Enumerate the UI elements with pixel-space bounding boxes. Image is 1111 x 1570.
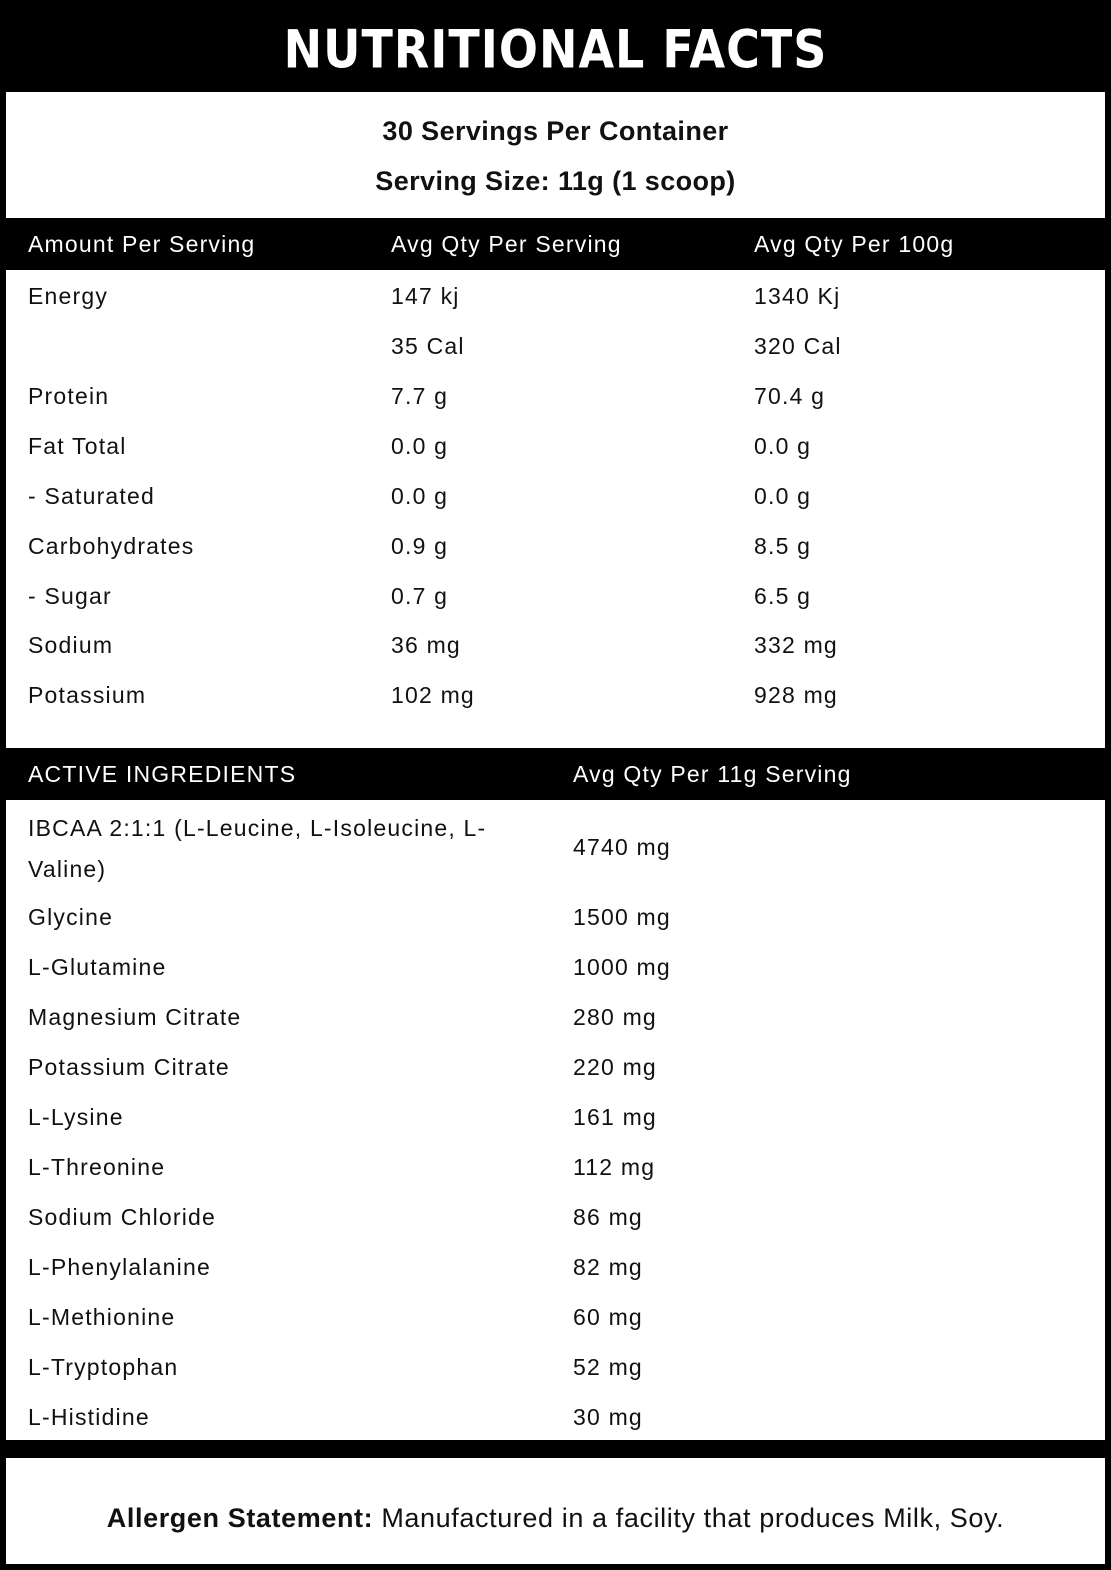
allergen-statement bbox=[6, 1503, 1105, 1534]
ingredient-name: IBCAA 2:1:1 (L-Leucine, L-Isoleucine, L-Valine) bbox=[28, 815, 487, 882]
nutrient-name: Fat Total bbox=[28, 433, 127, 459]
nutrient-per-serving: 0.0 g bbox=[391, 433, 449, 459]
nutrient-per-100g: 0.0 g bbox=[754, 433, 812, 459]
nutrient-per-100g: 70.4 g bbox=[754, 383, 826, 409]
nutrient-name: Protein bbox=[28, 383, 110, 409]
ingredient-qty: 30 mg bbox=[573, 1404, 643, 1430]
page-title: NUTRITIONAL FACTS bbox=[283, 17, 828, 81]
nutrient-per-serving: 0.7 g bbox=[391, 583, 449, 609]
ingredient-name: L-Threonine bbox=[28, 1154, 166, 1180]
nutrient-per-100g: 8.5 g bbox=[754, 533, 812, 559]
allergen-text: Manufactured in a facility that produces Milk, Soy. bbox=[373, 1503, 1005, 1533]
servings-per-container: 30 Servings Per Container bbox=[382, 116, 729, 146]
serving-size: Serving Size: 11g (1 scoop) bbox=[375, 166, 736, 196]
ingredient-qty: 1500 mg bbox=[573, 904, 671, 930]
nutrient-per-serving: 36 mg bbox=[391, 632, 461, 658]
ingredient-qty: 1000 mg bbox=[573, 954, 671, 980]
ingredient-name: L-Histidine bbox=[28, 1404, 150, 1430]
nutrient-per-100g: 320 Cal bbox=[754, 333, 842, 359]
nutrient-name: Potassium bbox=[28, 682, 147, 708]
ingredient-qty: 82 mg bbox=[573, 1254, 643, 1280]
header-avg-qty-per-serving: Avg Qty Per Serving bbox=[391, 231, 622, 257]
title-bar bbox=[6, 6, 1105, 92]
header-amount-per-serving: Amount Per Serving bbox=[28, 231, 256, 257]
ingredient-qty: 4740 mg bbox=[573, 834, 671, 860]
ingredient-name: L-Lysine bbox=[28, 1104, 124, 1130]
nutrient-per-100g: 1340 Kj bbox=[754, 283, 841, 309]
nutrient-per-serving: 147 kj bbox=[391, 283, 460, 309]
nutrition-table-header bbox=[6, 218, 1105, 270]
nutrient-name: Sodium bbox=[28, 632, 114, 658]
ingredient-name: L-Phenylalanine bbox=[28, 1254, 211, 1280]
ingredient-name: Potassium Citrate bbox=[28, 1054, 230, 1080]
nutrient-name: Energy bbox=[28, 283, 109, 309]
ingredient-qty: 280 mg bbox=[573, 1004, 657, 1030]
nutrient-per-100g: 0.0 g bbox=[754, 483, 812, 509]
nutrient-per-100g: 928 mg bbox=[754, 682, 838, 708]
nutrient-per-serving: 102 mg bbox=[391, 682, 475, 708]
header-active-ingredients: ACTIVE INGREDIENTS bbox=[28, 761, 297, 787]
ingredient-name: L-Methionine bbox=[28, 1304, 176, 1330]
ingredient-qty: 86 mg bbox=[573, 1204, 643, 1230]
header-avg-qty-per-11g: Avg Qty Per 11g Serving bbox=[573, 761, 852, 787]
nutrient-per-serving: 7.7 g bbox=[391, 383, 449, 409]
ingredient-qty: 112 mg bbox=[573, 1154, 656, 1180]
allergen-label: Allergen Statement: bbox=[106, 1503, 374, 1533]
ingredient-name: Magnesium Citrate bbox=[28, 1004, 242, 1030]
divider-bar bbox=[6, 1440, 1105, 1458]
ingredient-qty: 161 mg bbox=[573, 1104, 657, 1130]
ingredient-name: Sodium Chloride bbox=[28, 1204, 217, 1230]
nutrient-per-100g: 332 mg bbox=[754, 632, 838, 658]
ingredient-name: L-Glutamine bbox=[28, 954, 167, 980]
ingredient-qty: 60 mg bbox=[573, 1304, 643, 1330]
ingredient-name: Glycine bbox=[28, 904, 114, 930]
nutrient-per-serving: 35 Cal bbox=[391, 333, 465, 359]
nutrient-name: - Saturated bbox=[28, 483, 155, 509]
ingredient-name: L-Tryptophan bbox=[28, 1354, 179, 1380]
ingredient-qty: 52 mg bbox=[573, 1354, 643, 1380]
header-avg-qty-per-100g: Avg Qty Per 100g bbox=[754, 231, 955, 257]
nutrient-per-100g: 6.5 g bbox=[754, 583, 812, 609]
active-ingredients-header bbox=[6, 748, 1105, 800]
ingredient-qty: 220 mg bbox=[573, 1054, 657, 1080]
nutrient-name: Carbohydrates bbox=[28, 533, 195, 559]
nutrient-per-serving: 0.9 g bbox=[391, 533, 449, 559]
nutrient-name: - Sugar bbox=[28, 583, 112, 609]
nutrient-per-serving: 0.0 g bbox=[391, 483, 449, 509]
